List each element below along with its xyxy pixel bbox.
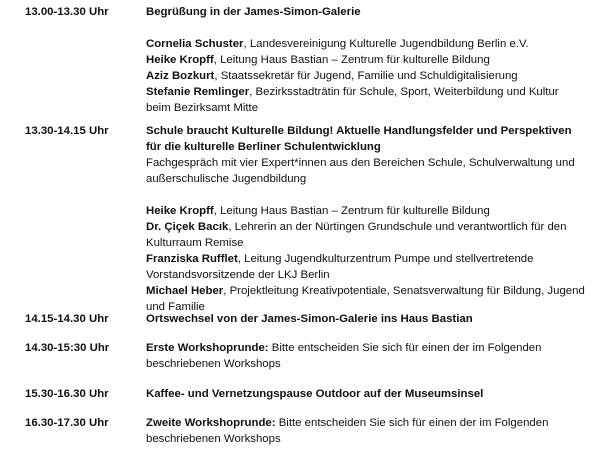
session-title: Kaffee- und Vernetzungspause Outdoor auf der Museumsinsel — [146, 388, 484, 400]
session-title: Ortswechsel von der James-Simon-Galerie ins Haus Bastian — [146, 313, 473, 325]
speaker-role: , Bezirksstadträtin für Schule, Sport, Weiterbildung und Kultur beim Bezirksamt Mitte — [146, 86, 559, 114]
speaker-entry — [146, 68, 586, 84]
speaker-name: Dr. Çiçek Bacık — [146, 221, 229, 233]
time-label: 14.30-15:30 Uhr — [25, 342, 110, 354]
session-title: Schule braucht Kulturelle Bildung! Aktuelle Handlungsfelder und Perspektiven für die kulturelle Berliner Schulentwicklung — [146, 125, 572, 153]
session-description: Fachgespräch mit vier Expert*innen aus den Bereichen Schule, Schulverwaltung und außerschulische Jugendbildung — [146, 157, 575, 185]
workshop-round-text: Bitte entscheiden Sie sich für einen der im Folgenden beschriebenen Workshops — [146, 417, 549, 445]
time-label: 15.30-16.30 Uhr — [25, 388, 109, 400]
row-content — [146, 340, 586, 372]
speaker-list — [146, 36, 586, 116]
speaker-entry — [146, 84, 586, 116]
time-label: 16.30-17.30 Uhr — [25, 417, 109, 429]
row-content — [146, 123, 586, 315]
speaker-role: , Lehrerin an der Nürtingen Grundschule und verantwortlich für den Kulturraum Remise — [146, 221, 567, 249]
time-label: 13.30-14.15 Uhr — [25, 125, 109, 137]
speaker-entry — [146, 251, 586, 283]
row-content — [146, 4, 586, 116]
time-label: 13.00-13.30 Uhr — [25, 6, 109, 18]
row-content — [146, 415, 586, 447]
speaker-role: , Projektleitung Kreativpotentiale, Senatsverwaltung für Bildung, Jugend und Familie — [146, 285, 585, 313]
workshop-round-label: Zweite Workshoprunde: — [146, 417, 276, 429]
speaker-name: Heike Kropff — [146, 205, 214, 217]
speaker-role: , Leitung Haus Bastian – Zentrum für kulturelle Bildung — [213, 205, 490, 217]
speaker-name: Cornelia Schuster — [146, 38, 244, 50]
speaker-entry — [146, 203, 586, 219]
speaker-list — [146, 203, 586, 315]
speaker-name: Aziz Bozkurt — [146, 70, 215, 82]
speaker-role: , Staatssekretär für Jugend, Familie und Schuldigitalisierung — [214, 70, 518, 82]
speaker-entry — [146, 36, 586, 52]
workshop-round-text: Bitte entscheiden Sie sich für einen der im Folgenden beschriebenen Workshops — [146, 342, 542, 370]
speaker-entry — [146, 52, 586, 68]
row-content — [146, 386, 586, 402]
speaker-name: Heike Kropff — [146, 54, 214, 66]
row-content — [146, 311, 586, 327]
speaker-name: Franziska Rufflet — [146, 253, 238, 265]
session-title: Begrüßung in der James-Simon-Galerie — [146, 6, 361, 18]
speaker-entry — [146, 219, 586, 251]
speaker-name: Michael Heber — [146, 285, 224, 297]
workshop-round-label: Erste Workshoprunde: — [146, 342, 269, 354]
speaker-name: Stefanie Remlinger — [146, 86, 250, 98]
speaker-role: , Landesvereinigung Kulturelle Jugendbildung Berlin e.V. — [243, 38, 529, 50]
time-label: 14.15-14.30 Uhr — [25, 313, 109, 325]
speaker-role: , Leitung Haus Bastian – Zentrum für kulturelle Bildung — [213, 54, 490, 66]
speaker-role: , Leitung Jugendkulturzentrum Pumpe und stellvertretende Vorstandsvorsitzende der LKJ Berlin — [146, 253, 534, 281]
